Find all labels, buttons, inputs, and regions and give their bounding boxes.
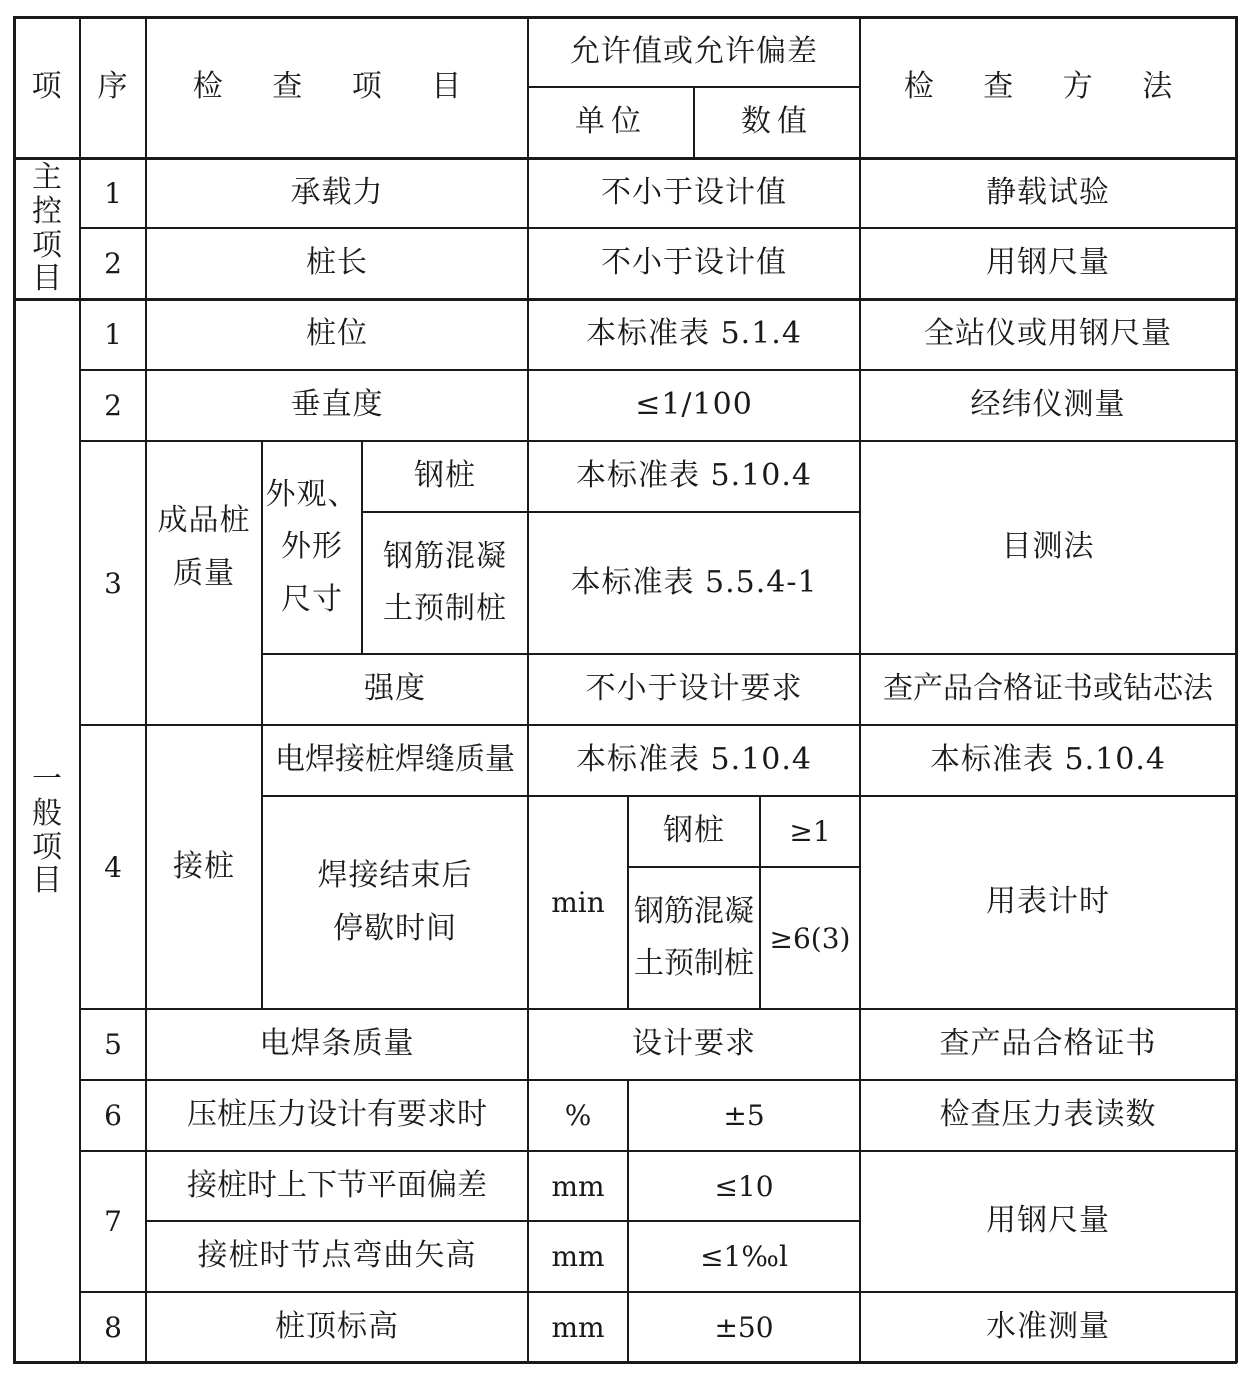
grid-hline	[79, 440, 1237, 442]
grid-hline	[79, 1079, 1237, 1081]
general-row-7-unit-a: mm	[551, 1169, 605, 1203]
general-row-7-unit-b: mm	[551, 1240, 605, 1273]
general-row-3-steel-pile-allowance: 本标准表 5.10.4	[576, 458, 812, 494]
general-row-4-unit: min	[551, 886, 605, 919]
general-row-3-steel-pile: 钢桩	[414, 458, 476, 494]
general-row-2-seq: 2	[104, 389, 122, 422]
general-row-6-item: 压桩压力设计有要求时	[187, 1097, 487, 1133]
general-row-7-seq: 7	[104, 1205, 122, 1238]
general-row-8-unit: mm	[551, 1310, 605, 1344]
general-row-4-rc-pile: 钢筋混凝 土预制桩	[634, 893, 754, 981]
general-row-3-appearance-method: 目测法	[1001, 529, 1095, 565]
grid-vline	[13, 16, 16, 1363]
general-row-4-seq: 4	[104, 850, 122, 884]
general-row-5-seq: 5	[104, 1028, 122, 1061]
header-allowance: 允许值或允许偏差	[570, 33, 818, 69]
general-row-4-rc-pile-value: ≥6(3)	[769, 921, 851, 955]
general-row-4-item: 接桩	[173, 848, 235, 884]
general-row-1-item: 桩位	[306, 316, 368, 352]
grid-vline	[1235, 16, 1238, 1363]
general-row-3-seq: 3	[104, 566, 122, 600]
general-row-3-rc-pile-allowance: 本标准表 5.5.4-1	[570, 564, 818, 600]
grid-hline	[79, 1291, 1237, 1293]
main-row-2-item: 桩长	[306, 245, 368, 281]
general-row-4-method: 用表计时	[986, 884, 1110, 920]
main-row-1-allowance: 不小于设计值	[601, 174, 787, 210]
main-row-1-method: 静载试验	[986, 174, 1110, 210]
grid-hline	[13, 157, 1237, 160]
general-row-2-allowance: ≤1/100	[635, 387, 753, 423]
general-row-8-seq: 8	[104, 1310, 122, 1344]
general-row-1-method: 全站仪或用钢尺量	[924, 316, 1172, 352]
general-row-4-weld-quality: 电焊接桩焊缝质量	[275, 742, 515, 778]
general-row-8-value: ±50	[714, 1310, 774, 1344]
general-row-2-method: 经纬仪测量	[970, 387, 1126, 423]
grid-hline	[361, 511, 861, 513]
general-row-7-item-a: 接桩时上下节平面偏差	[187, 1167, 487, 1203]
group-main-control: 主 控 项 目	[32, 160, 62, 297]
grid-vline	[79, 16, 81, 1363]
general-row-3-rc-pile: 钢筋混凝 土预制桩	[383, 538, 507, 626]
grid-hline	[79, 724, 1237, 726]
general-row-5-allowance: 设计要求	[632, 1026, 756, 1062]
general-row-1-seq: 1	[104, 318, 122, 351]
grid-vline	[527, 16, 529, 1363]
header-item: 项	[31, 69, 63, 105]
grid-vline	[627, 1079, 629, 1363]
grid-vline	[693, 86, 695, 159]
main-row-1-seq: 1	[104, 176, 122, 210]
general-row-4-pause-time: 焊接结束后 停歇时间	[317, 858, 473, 946]
main-row-1-item: 承载力	[290, 174, 384, 210]
grid-vline	[145, 16, 147, 1363]
grid-hline	[13, 1361, 1237, 1364]
general-row-7-value-a: ≤10	[714, 1169, 774, 1203]
general-row-4-weld-quality-method: 本标准表 5.10.4	[930, 742, 1166, 778]
general-row-3-strength-method: 查产品合格证书或钻芯法	[883, 671, 1213, 707]
general-row-2-item: 垂直度	[290, 387, 384, 423]
grid-vline	[261, 440, 263, 1010]
grid-hline	[627, 866, 861, 868]
grid-hline	[79, 369, 1237, 371]
general-row-8-item: 桩顶标高	[275, 1308, 399, 1344]
general-row-7-value-b: ≤1‰l	[700, 1240, 788, 1273]
header-seq: 序	[97, 69, 129, 105]
header-check-item: 检 查 项 目	[192, 69, 482, 105]
grid-hline	[13, 298, 1237, 301]
general-row-6-value: ±5	[723, 1099, 765, 1132]
general-row-7-item-b: 接桩时节点弯曲矢高	[197, 1238, 477, 1274]
grid-hline	[79, 227, 1237, 229]
grid-vline	[759, 795, 761, 1010]
grid-hline	[145, 1220, 861, 1222]
general-row-4-steel-pile: 钢桩	[663, 813, 725, 849]
group-general: 一 般 项 目	[32, 762, 62, 899]
general-row-4-weld-quality-allowance: 本标准表 5.10.4	[576, 742, 812, 778]
header-method: 检 查 方 法	[903, 69, 1193, 105]
grid-vline	[361, 440, 363, 655]
general-row-4-steel-pile-value: ≥1	[789, 815, 831, 848]
general-row-3-strength: 强度	[364, 671, 426, 707]
grid-hline	[13, 16, 1237, 19]
grid-hline	[79, 1150, 1237, 1152]
general-row-3-item: 成品桩 质量	[157, 503, 251, 591]
grid-hline	[79, 1008, 1237, 1010]
grid-vline	[627, 795, 629, 1010]
general-row-6-method: 检查压力表读数	[939, 1097, 1157, 1133]
general-row-6-unit: %	[564, 1099, 592, 1132]
main-row-2-allowance: 不小于设计值	[601, 245, 787, 281]
general-row-7-method: 用钢尺量	[986, 1203, 1110, 1239]
main-row-2-seq: 2	[104, 247, 122, 280]
general-row-1-allowance: 本标准表 5.1.4	[586, 316, 802, 352]
grid-vline	[859, 16, 861, 1363]
general-row-6-seq: 6	[104, 1099, 122, 1132]
header-unit: 单位	[575, 104, 647, 140]
header-value: 数值	[741, 104, 813, 140]
main-row-2-method: 用钢尺量	[986, 245, 1110, 281]
general-row-5-method: 查产品合格证书	[939, 1026, 1157, 1062]
general-row-3-sub-item: 外观、 外形 尺寸	[265, 476, 359, 617]
grid-hline	[261, 795, 1237, 797]
general-row-5-item: 电焊条质量	[259, 1026, 415, 1062]
general-row-8-method: 水准测量	[986, 1308, 1110, 1344]
grid-hline	[261, 653, 1237, 655]
general-row-3-strength-allowance: 不小于设计要求	[585, 671, 803, 707]
